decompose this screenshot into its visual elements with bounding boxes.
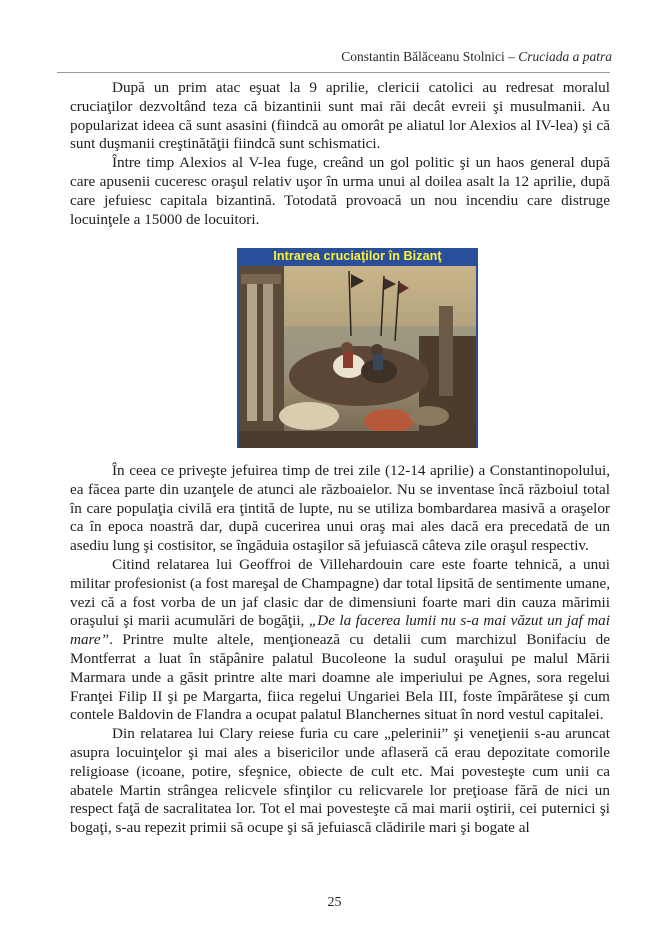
paragraph-4-text-a: Citind relatarea lui Geoffroi de Villehardouin care este foarte tehnică, a unui militar profesionist (a fost mareşal de Champagne) dar total lipsită de sentimente umane, vezi că a fost vorba de un jaf clasic dar de dimensiuni foarte mari din cauza mărimii oraşului şi marii acumulări de bogăţii,: [70, 555, 610, 630]
paragraph-5: Din relatarea lui Clary reiese furia cu care „pelerinii” şi veneţienii s-au aruncat asupra locuinţelor şi mai ales a bisericilor unde aflaseră că erau depozitate comorile religioase (icoane, potire, sfeşnice, obiecte de cult etc. Mai povesteşte cum unii ca abatele Martin strângea relicvele sfinţilor cu relicvarele lor preţioase fără de nici un respect faţă de sacralitatea lor. Tot el mai povesteşte că mai marii oştirii, cei puternici şi bogaţi, s-au repezit primii să ocupe şi să jefuiască clădirile mari şi bogate al: [70, 725, 610, 837]
header-title: Cruciada a patra: [518, 49, 612, 64]
paragraph-4: [70, 556, 610, 725]
text-block-top: [70, 79, 610, 229]
paragraph-1: După un prim atac eşuat la 9 aprilie, clericii catolici au redresat moralul cruciaţilor dezvoltând teza că bizantinii sunt mai răi decât evreii şi musulmanii. Au popularizat ideea că sunt asasini (fiindcă au omorât pe aliatul lor Alexios al IV-lea) şi că sunt duşmanii creştinătăţii fiindcă sunt schismatici.: [70, 79, 610, 153]
figure-painting: [237, 248, 478, 448]
header-separator: –: [504, 49, 519, 64]
header-rule: [57, 72, 610, 73]
running-header: [341, 49, 612, 65]
paragraph-2: Între timp Alexios al V-lea fuge, creând un gol politic şi un haos general după care apusenii cuceresc oraşul relativ uşor în urma unui al doilea asalt la 12 aprilie, după care jefuiesc capitala bizantină. Totodată provoacă un nou incendiu care distruge locuinţele a 15000 de locuitori.: [70, 154, 610, 228]
paragraph-4-text-b: . Printre multe altele, menţionează cu detalii cum marchizul Bonifaciu de Montferrat a luat în stăpânire palatul Bucoleone la sudul oraşului pe malul Mării Marmara unde a găsit printre alte mari doamne ale imperiului pe Agnes, sora regelui Franţei Filip II şi pe Margarta, fiica regelui Ungariei Bela III, foste împărătese şi cum contele Baldovin de Flandra a ocupat palatul Blanchernes situat în nord vestul capitalei.: [70, 631, 610, 724]
painting-image: [239, 266, 476, 448]
paragraph-4-quote: „De la facerea lumii nu s-a mai văzut un jaf mai mare”: [70, 612, 610, 649]
page-number: 25: [327, 895, 342, 910]
text-block-bottom: [70, 462, 610, 838]
figure-caption: Intrarea cruciaţilor în Bizanţ: [273, 249, 442, 263]
paragraph-3: În ceea ce priveşte jefuirea timp de trei zile (12-14 aprilie) a Constantinopolului, ea făcea parte din uzanţele de atunci ale războaielor. Nu se inventase încă războiul total în care populaţia civilă era ţintită de lupte, nu se utiliza bombardarea masivă a oraşelor ca în epoca noastră dar, după cucerirea unui oraş mai ales dacă era precedată de un asediu lung şi costisitor, se îngăduia ostaşilor să jefuiască câteva zile oraşul respectiv.: [70, 462, 610, 555]
header-author: Constantin Bălăceanu Stolnici: [341, 49, 505, 64]
